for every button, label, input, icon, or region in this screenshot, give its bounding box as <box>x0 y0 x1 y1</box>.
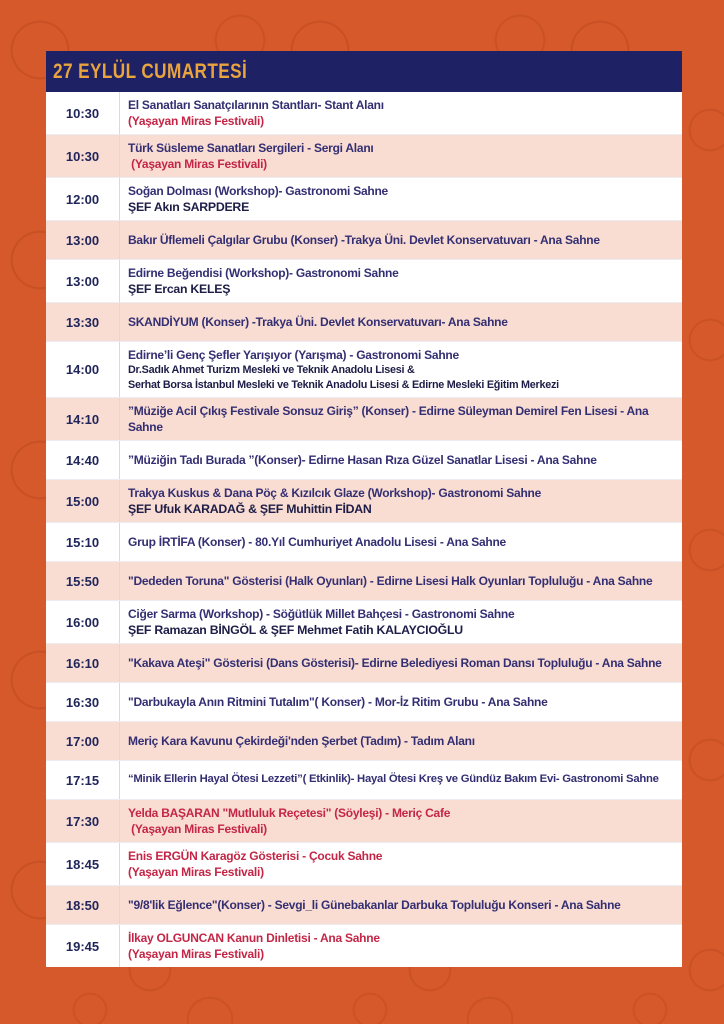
event-line: Soğan Dolması (Workshop)- Gastronomi Sahne <box>128 184 388 198</box>
event-line: Edirne’li Genç Şefler Yarışıyor (Yarışma) - Gastronomi Sahne <box>128 348 459 362</box>
event-line: ŞEF Ramazan BİNGÖL & ŞEF Mehmet Fatih KALAYCIOĞLU <box>128 623 463 637</box>
event-cell <box>120 644 682 682</box>
event-cell <box>120 886 682 924</box>
time-cell: 13:00 <box>46 260 120 302</box>
time-cell: 12:00 <box>46 178 120 220</box>
time-cell: 15:50 <box>46 562 120 600</box>
event-cell <box>120 480 682 522</box>
event-line: SKANDİYUM (Konser) -Trakya Üni. Devlet Konservatuvarı- Ana Sahne <box>128 315 508 329</box>
event-line: ŞEF Akın SARPDERE <box>128 200 250 214</box>
time-cell: 17:30 <box>46 800 120 842</box>
time-cell: 16:10 <box>46 644 120 682</box>
event-line: "9/8'lik Eğlence"(Konser) - Sevgi_li Günebakanlar Darbuka Topluluğu Konseri - Ana Sahne <box>128 898 621 912</box>
time-cell: 17:15 <box>46 761 120 799</box>
event-line: Edirne Beğendisi (Workshop)- Gastronomi Sahne <box>128 266 399 280</box>
time-cell: 15:00 <box>46 480 120 522</box>
event-cell <box>120 925 682 967</box>
event-line: Meriç Kara Kavunu Çekirdeği'nden Şerbet (Tadım) - Tadım Alanı <box>128 734 475 748</box>
event-line: (Yaşayan Miras Festivali) <box>128 114 264 128</box>
event-line: ”Müziğin Tadı Burada ”(Konser)- Edirne Hasan Rıza Güzel Sanatlar Lisesi - Ana Sahne <box>128 453 597 467</box>
event-cell <box>120 523 682 561</box>
event-line: (Yaşayan Miras Festivali) <box>128 865 264 879</box>
schedule-row <box>46 600 682 643</box>
time-cell: 16:30 <box>46 683 120 721</box>
event-line: ŞEF Ufuk KARADAĞ & ŞEF Muhittin FİDAN <box>128 502 372 516</box>
schedule-row <box>46 177 682 220</box>
event-cell <box>120 260 682 302</box>
day-title: 27 EYLÜL CUMARTESİ <box>53 59 248 83</box>
schedule-row <box>46 134 682 177</box>
event-line: "Kakava Ateşi" Gösterisi (Dans Gösterisi)- Edirne Belediyesi Roman Dansı Topluluğu - Ana Sahne <box>128 656 662 670</box>
schedule-row <box>46 440 682 479</box>
schedule-row <box>46 799 682 842</box>
event-cell <box>120 683 682 721</box>
day-header-bar <box>46 51 682 92</box>
event-cell <box>120 722 682 760</box>
time-cell: 18:45 <box>46 843 120 885</box>
schedule-row <box>46 397 682 440</box>
event-line: (Yaşayan Miras Festivali) <box>128 157 267 171</box>
time-cell: 18:50 <box>46 886 120 924</box>
event-line: "Dededen Toruna" Gösterisi (Halk Oyunları) - Edirne Lisesi Halk Oyunları Topluluğu - Ana Sahne <box>128 574 653 588</box>
time-cell: 13:00 <box>46 221 120 259</box>
event-line: Enis ERGÜN Karagöz Gösterisi - Çocuk Sahne <box>128 849 383 863</box>
time-cell: 10:30 <box>46 92 120 134</box>
time-cell: 14:10 <box>46 398 120 440</box>
schedule-row <box>46 259 682 302</box>
event-cell <box>120 221 682 259</box>
event-line: (Yaşayan Miras Festivali) <box>128 947 264 961</box>
schedule-row <box>46 924 682 967</box>
event-line: Grup İRTİFA (Konser) - 80.Yıl Cumhuriyet Anadolu Lisesi - Ana Sahne <box>128 535 506 549</box>
event-line: Serhat Borsa İstanbul Mesleki ve Teknik Anadolu Lisesi & Edirne Mesleki Eğitim Merkezi <box>128 378 559 391</box>
time-cell: 14:00 <box>46 342 120 397</box>
schedule-row <box>46 479 682 522</box>
event-line: Dr.Sadık Ahmet Turizm Mesleki ve Teknik Anadolu Lisesi & <box>128 364 415 376</box>
schedule-row <box>46 760 682 799</box>
schedule-table <box>46 92 682 967</box>
time-cell: 10:30 <box>46 135 120 177</box>
event-line: İlkay OLGUNCAN Kanun Dinletisi - Ana Sahne <box>128 931 380 945</box>
schedule-row <box>46 885 682 924</box>
time-cell: 15:10 <box>46 523 120 561</box>
schedule-row <box>46 643 682 682</box>
schedule-row <box>46 561 682 600</box>
schedule-card <box>46 51 682 967</box>
event-line: Yelda BAŞARAN "Mutluluk Reçetesi" (Söyleşi) - Meriç Cafe <box>128 806 451 820</box>
event-line: (Yaşayan Miras Festivali) <box>128 822 267 836</box>
event-line: ŞEF Ercan KELEŞ <box>128 282 231 296</box>
schedule-row <box>46 341 682 397</box>
event-cell <box>120 761 682 799</box>
event-cell <box>120 303 682 341</box>
event-cell <box>120 135 682 177</box>
time-cell: 19:45 <box>46 925 120 967</box>
schedule-row <box>46 220 682 259</box>
schedule-row <box>46 302 682 341</box>
event-line: "Darbukayla Anın Ritmini Tutalım"( Konser) - Mor-İz Ritim Grubu - Ana Sahne <box>128 695 548 709</box>
schedule-row <box>46 522 682 561</box>
schedule-row <box>46 682 682 721</box>
event-cell <box>120 843 682 885</box>
event-cell <box>120 92 682 134</box>
event-cell <box>120 342 682 397</box>
event-line: Türk Süsleme Sanatları Sergileri - Sergi Alanı <box>128 141 374 155</box>
time-cell: 17:00 <box>46 722 120 760</box>
event-cell <box>120 601 682 643</box>
event-line: ”Müziğe Acil Çıkış Festivale Sonsuz Giriş” (Konser) - Edirne Süleyman Demirel Fen Lisesi - Ana Sahne <box>128 404 652 434</box>
event-cell <box>120 178 682 220</box>
event-cell <box>120 441 682 479</box>
event-line: “Minik Ellerin Hayal Ötesi Lezzeti”( Etkinlik)- Hayal Ötesi Kreş ve Gündüz Bakım Evi- Gastronomi Sahne <box>128 773 659 786</box>
event-cell <box>120 562 682 600</box>
schedule-row <box>46 721 682 760</box>
event-line: El Sanatları Sanatçılarının Stantları- Stant Alanı <box>128 98 384 112</box>
event-cell <box>120 398 682 440</box>
event-cell <box>120 800 682 842</box>
time-cell: 13:30 <box>46 303 120 341</box>
schedule-row <box>46 842 682 885</box>
time-cell: 16:00 <box>46 601 120 643</box>
event-line: Ciğer Sarma (Workshop) - Söğütlük Millet Bahçesi - Gastronomi Sahne <box>128 607 515 621</box>
schedule-row <box>46 92 682 134</box>
time-cell: 14:40 <box>46 441 120 479</box>
event-line: Trakya Kuskus & Dana Pöç & Kızılcık Glaze (Workshop)- Gastronomi Sahne <box>128 486 542 500</box>
event-line: Bakır Üflemeli Çalgılar Grubu (Konser) -Trakya Üni. Devlet Konservatuvarı - Ana Sahne <box>128 233 600 247</box>
